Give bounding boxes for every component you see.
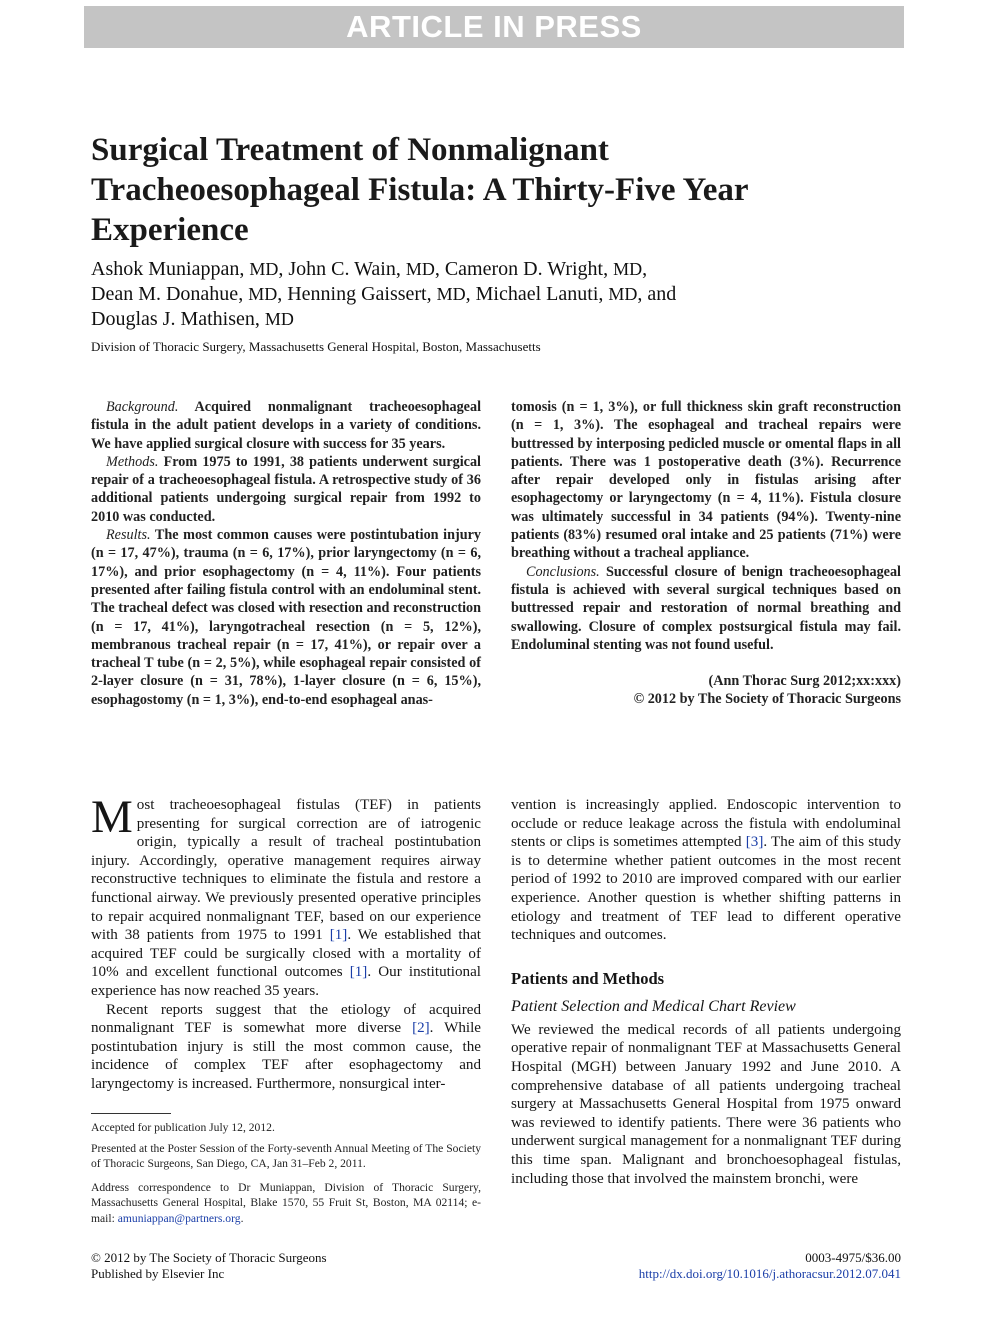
reference-link[interactable]: [1]	[349, 964, 368, 981]
page-footer-right	[560, 1250, 901, 1281]
abstract-background: Background. Acquired nonmalignant tracheoesophageal fistula in the adult patient develops in a variety of conditions. We have applied surgical closure with success for 35 years.	[91, 399, 482, 452]
abstract-left-column	[91, 398, 481, 709]
intro-paragraph-3: vention is increasingly applied. Endoscopic intervention to occlude or reduce leakage across the fistula with endoluminal stents or clips is sometimes attempted [3]. The aim of this study is to determine whether patient outcomes in the most recent period of 1992 to 2010 are improved compared with our earlier experience. Another question is whether shifting patterns in etiology and treatment of TEF lead to different operative techniques and outcomes.	[511, 797, 901, 944]
abstract-results-continued: tomosis (n = 1, 3%), or full thickness skin graft reconstruction (n = 1, 3%). The esophageal and tracheal repairs were buttressed by interposing pedicled muscle or omental flaps in all patients. There was 1 postoperative death (3%). Recurrence after repair developed only in fistulas arising after esophagectomy or laryngectomy (n = 4, 11%). Fistula closure was ultimately successful in 34 patients (94%). Twenty-nine patients (83%) resumed oral intake and 25 patients (71%) were breathing without a tracheal appliance.	[511, 399, 901, 562]
page-footer-left	[91, 1250, 491, 1281]
footnote-divider	[91, 1113, 171, 1114]
body-right-column	[511, 796, 901, 1188]
abstract-right-column	[511, 398, 901, 709]
affiliation: Division of Thoracic Surgery, Massachusetts General Hospital, Boston, Massachusetts	[91, 339, 541, 354]
author-list: Ashok Muniappan, MD, John C. Wain, MD, Cameron D. Wright, MD, Dean M. Donahue, MD, Henning Gaissert, MD, Michael Lanuti, MD, and Douglas J. Mathisen, MD	[91, 258, 677, 330]
author-name: John C. Wain	[288, 258, 396, 280]
footnote-accepted: Accepted for publication July 12, 2012.	[91, 1121, 275, 1134]
subsection-heading: Patient Selection and Medical Chart Review	[511, 997, 796, 1015]
author-degree: MD	[264, 309, 294, 329]
footer-publisher: Published by Elsevier Inc	[91, 1265, 225, 1281]
author-degree: MD	[613, 259, 643, 279]
intro-paragraph-2: Recent reports suggest that the etiology of acquired nonmalignant TEF is somewhat more diverse [2]. While postintubation injury is still the most common cause, the incidence of complex TEF after esophagectomy and laryngectomy is increased. Furthermore, nonsurgical inter-	[91, 1001, 481, 1092]
email-link[interactable]: amuniappan@partners.org	[117, 1211, 241, 1225]
abstract-conclusions: Conclusions. Successful closure of benign tracheoesophageal fistula is achieved with several surgical techniques based on buttressed repair and restoration of normal breathing and swallowing. Closure of complex postsurgical fistula may fail. Endoluminal stenting was not found useful.	[511, 563, 901, 653]
author-name: Michael Lanuti	[475, 283, 599, 305]
author-name: Cameron D. Wright	[444, 258, 604, 280]
methods-paragraph: We reviewed the medical records of all patients undergoing operative repair of nonmalignant TEF at Massachusetts General Hospital (MGH) between January 1992 and June 2010. A comprehensive database of all patients undergoing tracheal surgery at Massachusetts General Hospital from 1975 onward was reviewed to identify patients. There were 36 patients who underwent surgical management for a nonmalignant TEF during this time span. Malignant and bronchoesophageal fistulas, including those that involved the mainstem bronchi, were	[511, 1021, 901, 1187]
author-name: Dean M. Donahue	[91, 283, 239, 305]
article-title: Surgical Treatment of Nonmalignant Tracheoesophageal Fistula: A Thirty-Five Year Experience	[91, 132, 748, 248]
reference-link[interactable]: [3]	[745, 834, 764, 851]
footer-issn: 0003-4975/$36.00	[805, 1250, 901, 1265]
author-degree: MD	[405, 259, 435, 279]
author-degree: MD	[248, 284, 278, 304]
abstract-methods: Methods. From 1975 to 1991, 38 patients underwent surgical repair of a tracheoesophageal fistula. A retrospective study of 36 additional patients undergoing surgical repair from 1992 to 2010 was conducted.	[91, 453, 481, 525]
reference-link[interactable]: [1]	[329, 927, 348, 944]
author-name: Ashok Muniappan	[91, 258, 240, 280]
abstract-results: Results. The most common causes were postintubation injury (n = 17, 47%), trauma (n = 6, 17%), prior laryngectomy (n = 6, 17%), and prior esophagectomy (n = 4, 11%). Four patients presented after failing fistula control with an endoluminal stent. The tracheal defect was closed with resection and reconstruction (n = 17, 41%), laryngotracheal resection (n = 5, 12%), membranous tracheal repair (n = 17, 41%), or repair over a tracheal T tube (n = 2, 5%), while esophageal repair consisted of 2-layer closure (n = 31, 78%), 1-layer closure (n = 6, 15%), esophagostomy (n = 1, 3%), end-to-end esophageal anas-	[91, 527, 481, 708]
author-degree: MD	[436, 284, 466, 304]
reference-link[interactable]: [2]	[412, 1020, 430, 1037]
author-degree: MD	[249, 259, 279, 279]
doi-link[interactable]: http://dx.doi.org/10.1016/j.athoracsur.2012.07.041	[638, 1265, 901, 1281]
drop-cap: M	[91, 791, 133, 843]
author-name: Douglas J. Mathisen	[91, 308, 255, 330]
footnote-address: Address correspondence to Dr Muniappan, Division of Thoracic Surgery, Massachusetts General Hospital, Blake 1570, 55 Fruit St, Boston, MA 02114; e-mail: amuniappan@partners.org.	[91, 1181, 481, 1225]
journal-citation: (Ann Thorac Surg 2012;xx:xxx)	[708, 673, 901, 690]
article-in-press-banner: ARTICLE IN PRESS	[84, 6, 904, 48]
intro-paragraph-1: Most tracheoesophageal fistulas (TEF) in patients presenting for surgical correction are of iatrogenic origin, typically a result of tracheal postintubation injury. Accordingly, operative management requires airway reconstructive techniques to eliminate the fistula and restore a functional airway. We previously presented operative principles to repair acquired nonmalignant TEF, based on our experience with 38 patients from 1975 to 1991 [1]. We established that acquired TEF could be surgically closed with a mortality of 10% and excellent functional outcomes [1]. Our institutional experience has now reached 35 years.	[91, 791, 481, 999]
footnote-presented: Presented at the Poster Session of the Forty-seventh Annual Meeting of The Society of Thoracic Surgeons, San Diego, CA, Jan 31–Feb 2, 2011.	[91, 1142, 481, 1171]
footer-copyright: © 2012 by The Society of Thoracic Surgeons	[91, 1250, 327, 1265]
abstract-copyright: © 2012 by The Society of Thoracic Surgeons	[633, 691, 901, 708]
author-name: Henning Gaissert	[287, 283, 427, 305]
body-left-column	[91, 791, 481, 1094]
abstract-citation	[511, 672, 901, 709]
author-degree: MD	[608, 284, 638, 304]
section-heading: Patients and Methods	[511, 968, 665, 988]
